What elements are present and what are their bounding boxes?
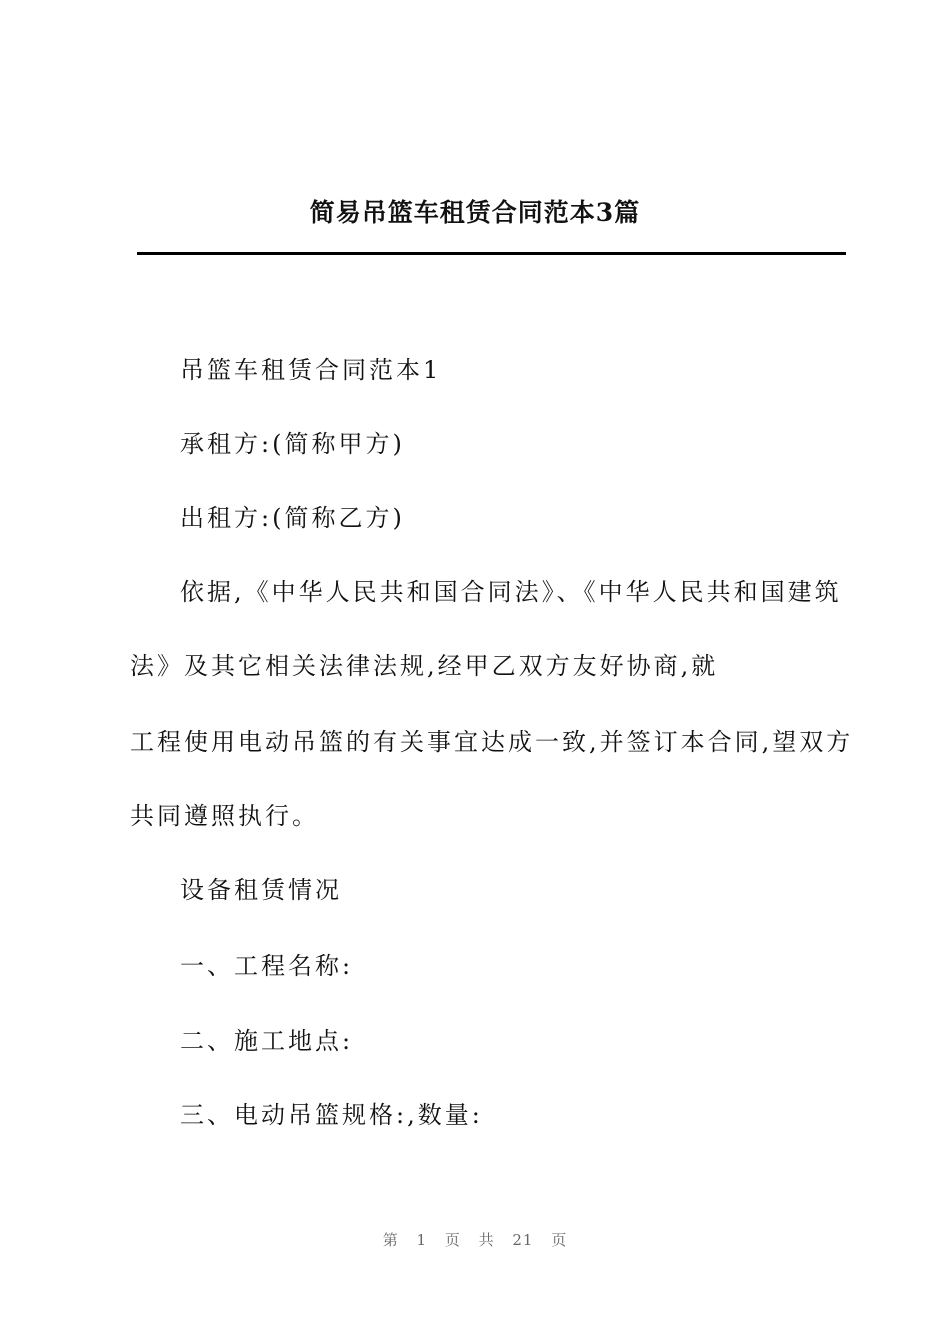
document-title: 简易吊篮车租赁合同范本3篇 bbox=[309, 198, 641, 227]
paragraph-line: 工程使用电动吊篮的有关事宜达成一致,并签订本合同,望双方 bbox=[130, 728, 854, 756]
lessee-line: 承租方:(简称甲方) bbox=[180, 430, 405, 458]
paragraph-line: 法》及其它相关法律法规,经甲乙双方友好协商,就 bbox=[130, 652, 719, 680]
paragraph-line: 共同遵照执行。 bbox=[130, 802, 319, 830]
section-heading: 吊篮车租赁合同范本1 bbox=[180, 356, 442, 384]
list-item: 二、施工地点: bbox=[180, 1027, 354, 1055]
page-number-footer: 第 1 页 共 21 页 bbox=[382, 1231, 568, 1249]
subsection-heading: 设备租赁情况 bbox=[180, 876, 342, 904]
paragraph-line: 依据,《中华人民共和国合同法》、《中华人民共和国建筑 bbox=[180, 578, 842, 606]
list-item: 一、工程名称: bbox=[180, 952, 354, 980]
title-underline bbox=[137, 252, 846, 255]
list-item: 三、电动吊篮规格:,数量: bbox=[180, 1101, 483, 1129]
lessor-line: 出租方:(简称乙方) bbox=[180, 504, 405, 532]
